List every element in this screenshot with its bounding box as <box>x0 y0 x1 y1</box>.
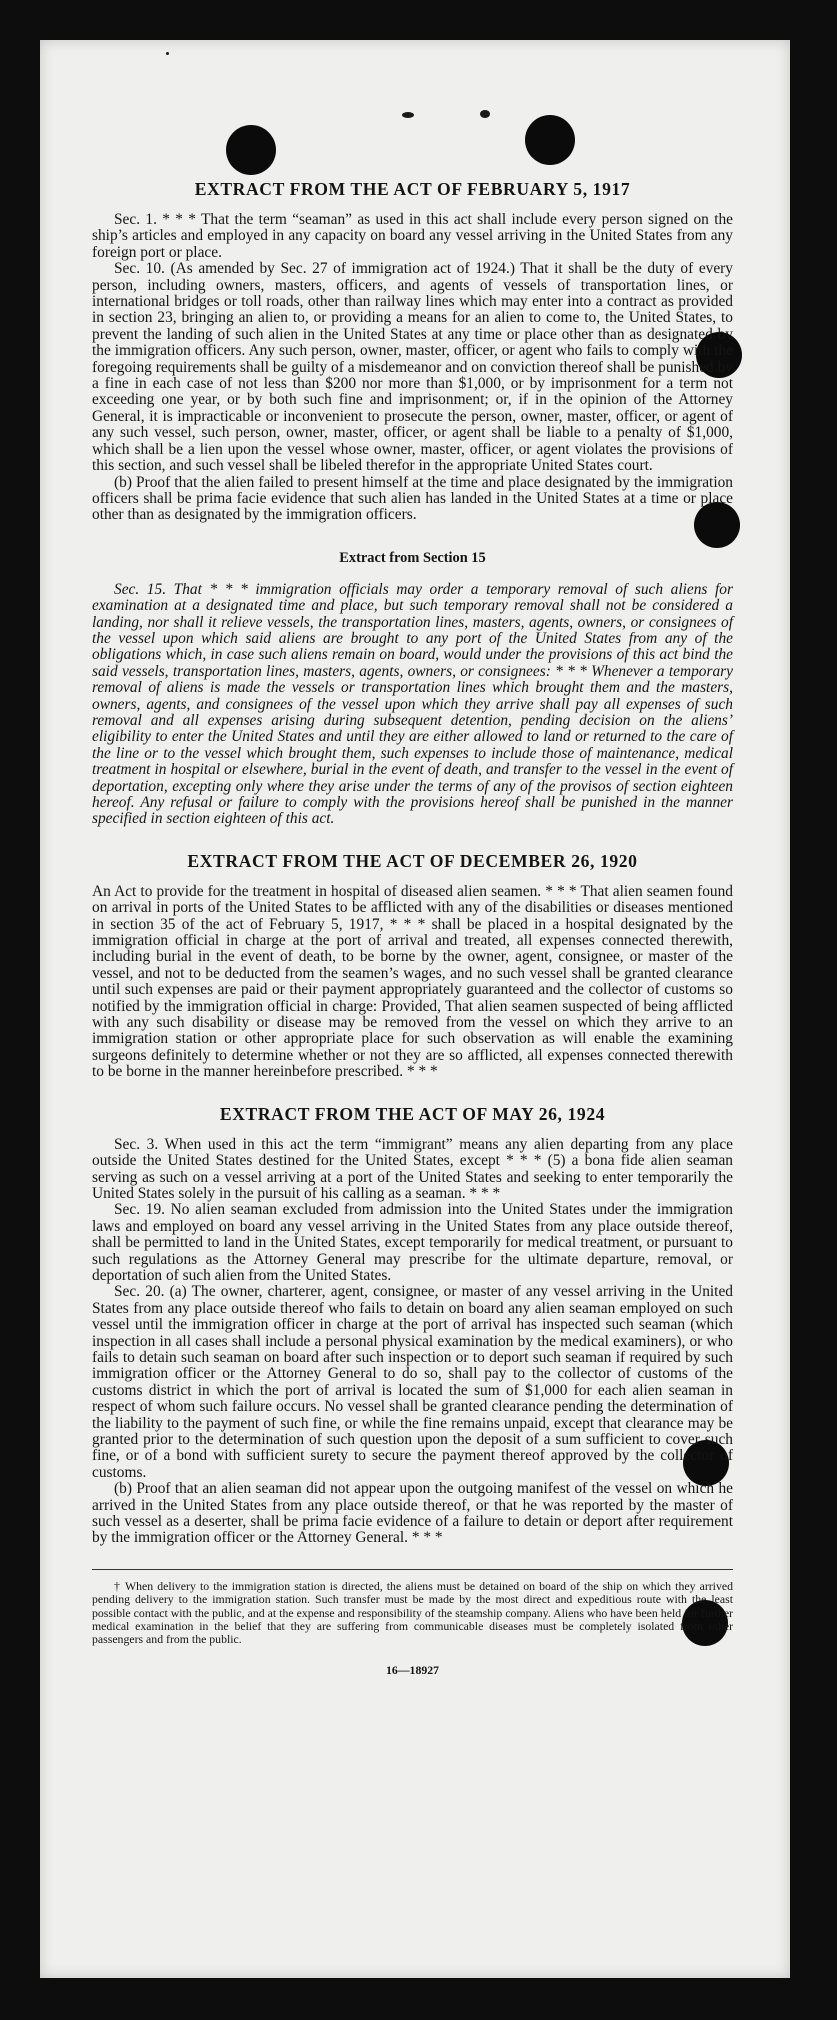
paragraph-act-1920: An Act to provide for the treatment in hospital of diseased alien seamen. * * * That alien seamen found on arrival in ports of the United States to be afflicted with any of the disabilities or diseases mentioned in section 35 of the act of February 5, 1917, * * * shall be placed in a hospital designated by the immigration official in charge at the port of arrival and treated, all expenses connected therewith, including burial in the event of death, to be borne by the owner, agent, consignee, or master of the vessel, and not to be deducted from the seamen’s wages, and no such vessel shall be granted clearance until such expenses are paid or their payment appropriately guaranteed and the collector of customs so notified by the immigration official in charge: Provided, That alien seamen suspected of being afflicted with any such disability or disease may be removed from the vessel on which they arrive to an immigration station or other appropriate place for such observation as will enable the examining surgeons definitely to determine whether or not they are so afflicted, all expenses connected therewith to be borne in the manner hereinbefore prescribed. * * * <box>92 882 733 1081</box>
ink-speck <box>402 112 414 118</box>
paragraph-sec-1: Sec. 1. * * * That the term “seaman” as used in this act shall include every person signed on the ship’s articles and employed in any capacity on board any vessel arriving in the United States from any foreign port or place. <box>92 211 733 261</box>
punch-hole <box>525 115 575 165</box>
ink-speck <box>166 52 169 55</box>
paragraph-sec-10: Sec. 10. (As amended by Sec. 27 of immigration act of 1924.) That it shall be the duty of every person, including owners, masters, officers, and agents of vessels of transportation lines, or international bridges or toll roads, other than railway lines which may enter into a contract as provided in section 23, bringing an alien to, or providing a means for an alien to come to, the United States, to prevent the landing of such alien in the United States at any time or place other than as designated by the immigration officers. Any such person, owner, master, officer, or agent who fails to comply with the foregoing requirements shall be guilty of a misdemeanor and on conviction thereof shall be punished by a fine in each case of not less than $200 nor more than $1,000, or by imprisonment for a term not exceeding one year, or by both such fine and imprisonment; or, if in the opinion of the Attorney General, it is impracticable or inconvenient to prosecute the person, owner, master, officer, or agent of any such vessel, such person, owner, master, officer, or agent shall be liable to a penalty of $1,000, which shall be a lien upon the vessel whose owner, master, officer, or agent violates the provisions of this section, and such vessel shall be libeled therefor in the appropriate United States court. <box>92 260 733 475</box>
heading-section-15: Extract from Section 15 <box>339 549 486 566</box>
paragraph-sec-10-b: (b) Proof that the alien failed to present himself at the time and place designated by the immigration officers shall be prima facie evidence that such alien has landed in the United States at a time or place other than as designated by the immigration officers. <box>92 473 733 524</box>
paragraph-sec-3: Sec. 3. When used in this act the term “immigrant” means any alien departing from any place outside the United States destined for the United States, except * * * (5) a bona fide alien seaman serving as such on a vessel arriving at a port of the United States and seeking to enter temporarily the United States solely in the pursuit of his calling as a seaman. * * * <box>92 1135 733 1202</box>
footnote-text: † When delivery to the immigration station is directed, the aliens must be detained on board of the ship on which they arrived pending delivery to the immigration station. Such transfer must be made by the most direct and expeditious route with the least possible contact with the public, and at the expense and responsibility of the steamship company. Aliens who have been held for further medical examination in the belief that they are suffering from communicable diseases must be completely isolated from other passengers and from the public. <box>92 1578 733 1647</box>
paragraph-sec-19: Sec. 19. No alien seaman excluded from admission into the United States under the immigration laws and employed on board any vessel arriving in the United States from any place outside thereof, shall be permitted to land in the United States, except temporarily for medical treatment, or pursuant to such regulations as the Attorney General may prescribe for the ultimate departure, removal, or deportation of such alien from the United States. <box>92 1201 733 1284</box>
paragraph-sec-15: Sec. 15. That * * * immigration officials may order a temporary removal of such aliens for examination at a designated time and place, but such temporary removal shall not be considered a landing, nor shall it relieve vessels, the transportation lines, masters, agents, owners, or consignees of the vessel upon which said aliens are brought to any port of the United States from any of the obligations which, in case such aliens remain on board, would under the provisions of this act bind the said vessels, transportation lines, masters, agents, owners, or consignees: * * * Whenever a temporary removal of aliens is made the vessels or transportation lines which brought them and the masters, owners, agents, and consignees of the vessel upon which they arrive shall pay all expenses of such removal and all expenses arising during subsequent detention, pending decision on the aliens’ eligibility to enter the United States and until they are either allowed to land or returned to the care of the line or to the vessel which brought them, such expenses to include those of maintenance, medical treatment in hospital or elsewhere, burial in the event of death, and transfer to the vessel in the event of deportation, excepting only where they arise under the terms of any of the provisos of section eighteen hereof. Any refusal or failure to comply with the provisions hereof shall be punished in the manner specified in section eighteen of this act. <box>92 580 733 828</box>
page-number: 16—18927 <box>385 1662 440 1677</box>
punch-hole <box>226 125 276 175</box>
heading-act-1924: EXTRACT FROM THE ACT OF MAY 26, 1924 <box>219 1103 606 1124</box>
heading-act-1920: EXTRACT FROM THE ACT OF DECEMBER 26, 1920 <box>187 850 638 871</box>
paragraph-sec-20-b: (b) Proof that an alien seaman did not appear upon the outgoing manifest of the vessel on which he arrived in the United States from any place outside thereof, or that he was reported by the master of such vessel as a deserter, shall be prima facie evidence of a failure to detain or deport after requirement by the immigration officer or the Attorney General. * * * <box>92 1480 733 1547</box>
paragraph-sec-20-a: Sec. 20. (a) The owner, charterer, agent, consignee, or master of any vessel arriving in the United States from any place outside thereof who fails to detain on board any alien seaman employed on such vessel until the immigration officer in charge at the port of arrival has inspected such seaman (which inspection in all cases shall include a personal physical examination by the medical examiners), or who fails to detain such seaman on board after such inspection or to deport such seaman if required by such immigration officer or the Attorney General to do so, shall pay to the collector of customs of the customs district in which the port of arrival is located the sum of $1,000 for each alien seaman in respect of whom such failure occurs. No vessel shall be granted clearance pending the determination of the liability to the payment of such fine, or while the fine remains unpaid, except that clearance may be granted prior to the determination of such question upon the deposit of a sum sufficient to cover such fine, or of a bond with sufficient surety to secure the payment thereof approved by the collector of customs. <box>92 1283 733 1481</box>
heading-act-1917: EXTRACT FROM THE ACT OF FEBRUARY 5, 1917 <box>194 179 631 199</box>
footnote <box>92 1580 733 1647</box>
document-body <box>92 178 733 1678</box>
ink-speck <box>480 110 490 118</box>
